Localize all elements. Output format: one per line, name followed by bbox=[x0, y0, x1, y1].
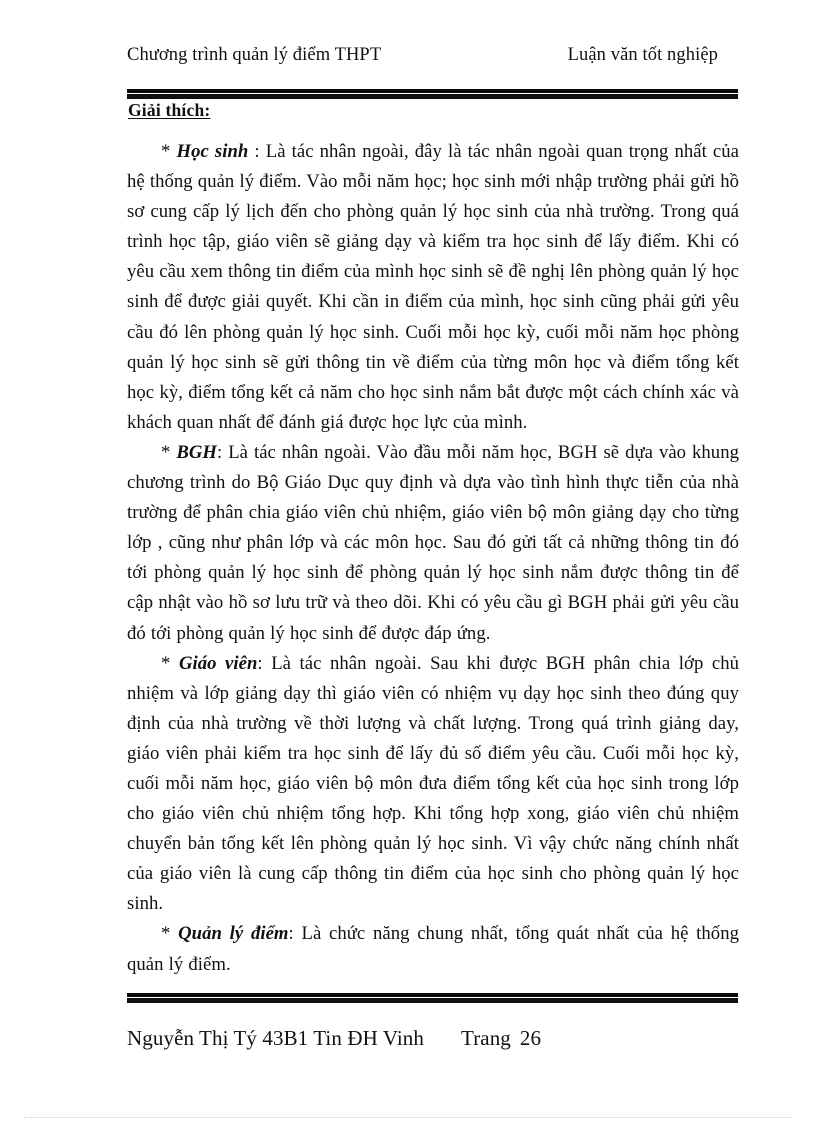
paragraph-quan-ly-diem bbox=[127, 919, 739, 979]
paragraph-label-bgh: BGH bbox=[176, 441, 218, 463]
paragraph-separator-0: : bbox=[248, 141, 266, 162]
paragraph-separator-1: : bbox=[217, 441, 229, 463]
paragraph-body-3: Là chức năng chung nhất, tổng quát nhất của hệ thống quản lý điểm. bbox=[127, 923, 739, 975]
footer-page-number: 26 bbox=[519, 1026, 542, 1050]
bullet-star-0: * bbox=[161, 141, 171, 162]
paragraph-giao-vien bbox=[127, 649, 739, 920]
label-space-3 bbox=[170, 923, 178, 944]
paragraph-label-hoc-sinh: Học sinh bbox=[176, 141, 249, 162]
paragraph-label-giao-vien: Giáo viên bbox=[178, 652, 258, 674]
paragraph-body-1: Là tác nhân ngoài. Vào đầu mỗi năm học, BGH sẽ dựa vào khung chương trình do Bộ Giáo Dục quy định và dựa vào tình hình thực tiễn của nhà trường để phân chia giáo viên chủ nhiệm, giáo viên bộ môn giảng dạy cho từng lớp , cũng như phân lớp và các môn học. Sau đó gửi tất cả những thông tin đó tới phòng quản lý học sinh để phòng quản lý học sinh nắm được thông tin để cập nhật vào hồ sơ lưu trữ và theo dõi. Khi có yêu cầu gì BGH phải gửi yêu cầu đó tới phòng quản lý học sinh để được đáp ứng. bbox=[127, 441, 739, 644]
header-divider-rule bbox=[127, 89, 738, 94]
paragraph-body-2: Là tác nhân ngoài. Sau khi được BGH phân chia lớp chủ nhiệm và lớp giảng dạy thì giáo viên có nhiệm vụ dạy học sinh theo đúng quy định của nhà trường về thời lượng và chất lượng. Trong quá trình giảng day, giáo viên phải kiểm tra học sinh để lấy đủ số điểm yêu cầu. Cuối mỗi học kỳ, cuối mỗi năm học, giáo viên bộ môn đưa điểm tổng kết của học sinh trong lớp cho giáo viên chủ nhiệm tổng hợp. Khi tổng hợp xong, giáo viên chủ nhiệm chuyển bản tổng kết lên phòng quản lý học sinh. Vì vậy chức năng chính nhất của giáo viên là cung cấp thông tin điểm của học sinh cho phòng quản lý học sinh. bbox=[127, 652, 739, 915]
paragraph-separator-3: : bbox=[288, 923, 302, 945]
running-footer bbox=[127, 1025, 740, 1051]
body-text-column bbox=[127, 137, 739, 980]
bullet-star-2: * bbox=[161, 652, 171, 674]
page-title: Giải thích: bbox=[128, 100, 211, 120]
paragraph-separator-2: : bbox=[257, 652, 272, 674]
header-title-left: Chương trình quản lý điểm THPT bbox=[127, 45, 382, 65]
footer-author: Nguyễn Thị Tý 43B1 Tin ĐH Vinh bbox=[127, 1026, 424, 1050]
running-header bbox=[127, 44, 740, 67]
bullet-star-3: * bbox=[161, 923, 171, 945]
header-title-right: Luận văn tốt nghiệp bbox=[567, 45, 718, 65]
bullet-star-1: * bbox=[161, 441, 171, 463]
paragraph-label-quan-ly-diem: Quản lý điểm bbox=[178, 923, 289, 945]
paragraph-bgh bbox=[127, 438, 739, 649]
scan-edge-artifact bbox=[24, 1117, 792, 1119]
paragraph-body-0: Là tác nhân ngoài, đây là tác nhân ngoài quan trọng nhất của hệ thống quản lý điểm. Vào mỗi năm học; học sinh mới nhập trường phải gửi hồ sơ cung cấp lý lịch đến cho phòng quản lý học sinh của nhà trường. Trong quá trình học tập, giáo viên sẽ giảng dạy và kiểm tra học sinh để lấy điểm. Khi có yêu cầu xem thông tin điểm của mình học sinh sẽ đề nghị lên phòng quản lý học sinh để được giải quyết. Khi cần in điểm của mình, học sinh cũng phải gửi yêu cầu đó lên phòng quản lý học sinh. Cuối mỗi học kỳ, cuối mỗi năm học phòng quản lý học sinh sẽ gửi thông tin về điểm của từng môn học và điểm tổng kết học kỳ, điểm tổng kết cả năm cho học sinh nắm bắt được một cách chính xác và khách quan nhất để đánh giá được học lực của mình. bbox=[127, 141, 739, 433]
footer-divider-rule bbox=[127, 993, 738, 998]
paragraph-hoc-sinh bbox=[127, 137, 739, 438]
footer-page-indicator bbox=[461, 1025, 541, 1051]
footer-page-label: Trang bbox=[461, 1026, 511, 1050]
label-space-2 bbox=[170, 653, 179, 674]
